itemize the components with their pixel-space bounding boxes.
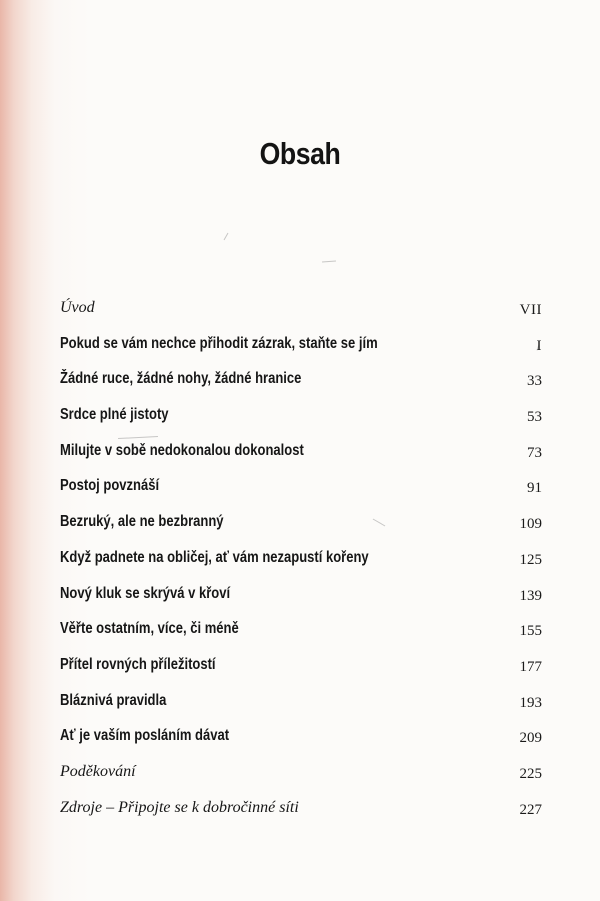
toc-entry[interactable] [60,585,542,621]
toc-entry-title: Přítel rovných příležitostí [60,655,216,673]
toc-entry-title: Když padnete na obličej, ať vám nezapustí kořeny [60,548,369,566]
toc-entry-title: Bláznivá pravidla [60,691,167,709]
toc-entry[interactable] [60,477,542,513]
toc-entry[interactable] [60,442,542,478]
scan-mark [322,261,336,263]
scan-mark [224,233,229,240]
toc-entry-page: 73 [527,444,542,461]
toc-entry-page: VII [519,302,542,318]
toc-entry-title: Poděkování [60,762,136,780]
toc-entry[interactable] [60,799,542,835]
toc-entry[interactable] [60,335,542,371]
toc-entry[interactable] [60,549,542,585]
toc-entry-page: 209 [519,730,542,747]
toc-entry-title: Nový kluk se skrývá v křoví [60,584,231,602]
toc-entry-page: 53 [527,409,542,426]
toc-entry-page: I [536,337,542,354]
toc-entry[interactable] [60,727,542,763]
toc-entry[interactable] [60,299,542,335]
toc-entry[interactable] [60,513,542,549]
toc-entry-title: Věřte ostatním, více, či méně [60,620,239,638]
toc-entry-page: 155 [519,623,542,640]
toc-entry[interactable] [60,370,542,406]
toc-entry-page: 193 [519,694,542,711]
toc-entry-page: 109 [519,516,542,533]
toc-entry-page: 91 [527,480,542,497]
toc-entry[interactable] [60,656,542,692]
table-of-contents [60,299,542,834]
toc-entry-page: 125 [519,551,542,568]
toc-entry-page: 227 [519,801,542,818]
toc-entry-page: 177 [519,658,542,675]
toc-entry[interactable] [60,763,542,799]
toc-entry-title: Milujte v sobě nedokonalou dokonalost [60,441,304,459]
toc-entry-title: Žádné ruce, žádné nohy, žádné hranice [60,370,302,388]
toc-entry-title: Srdce plné jistoty [60,406,169,424]
toc-entry-title: Zdroje – Připojte se k dobročinné síti [60,798,299,816]
toc-entry[interactable] [60,692,542,728]
toc-entry[interactable] [60,406,542,442]
toc-entry-page: 33 [527,373,542,390]
toc-entry-title: Postoj povznáší [60,477,160,495]
toc-entry-title: Pokud se vám nechce přihodit zázrak, staňte se jím [60,334,378,352]
toc-entry-title: Bezruký, ale ne bezbranný [60,513,224,531]
toc-entry-page: 225 [519,765,542,782]
toc-entry-page: 139 [519,587,542,604]
toc-entry-title: Ať je vaším posláním dávat [60,727,230,745]
toc-entry-title: Úvod [60,299,95,316]
page-title: Obsah [259,136,341,171]
toc-entry[interactable] [60,620,542,656]
